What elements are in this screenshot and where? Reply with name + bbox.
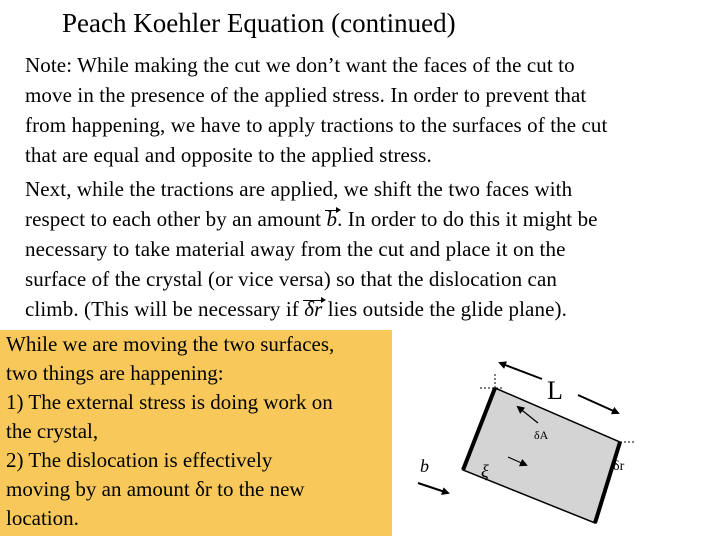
length-arrow-right (578, 395, 618, 413)
shift-paragraph (25, 174, 705, 324)
box-line: 2) The dislocation is effectively (6, 448, 273, 472)
burgers-vector-arrow (418, 483, 448, 493)
dislocation-diagram (410, 345, 710, 525)
box-line: While we are moving the two surfaces, (6, 332, 335, 356)
displacement-vector-symbol: δr (304, 297, 323, 321)
box-line: two things are happening: (6, 361, 224, 385)
dr-label: δr (613, 459, 625, 474)
paragraph-line: respect to each other by an amount b. In order to do this it might be (25, 207, 598, 231)
paragraph-line: surface of the crystal (or vice versa) so that the dislocation can (25, 267, 557, 291)
box-line: the crystal, (6, 419, 99, 443)
paragraph-line: Next, while the tractions are applied, we shift the two faces with (25, 177, 573, 201)
highlight-box (0, 330, 392, 536)
note-paragraph (25, 50, 705, 170)
paragraph-line: that are equal and opposite to the applied stress. (25, 143, 432, 167)
burgers-vector-symbol: b (326, 207, 338, 231)
page-title: Peach Koehler Equation (continued) (62, 8, 456, 38)
paragraph-line: necessary to take material away from the cut and place it on the (25, 237, 566, 261)
xi-label: ξ (481, 461, 489, 481)
burgers-label: b (420, 456, 429, 476)
box-line: moving by an amount δr to the new (6, 477, 305, 501)
box-line: 1) The external stress is doing work on (6, 390, 333, 414)
paragraph-line: climb. (This will be necessary if δr lies outside the glide plane). (25, 297, 567, 321)
length-label: L (547, 376, 563, 405)
length-arrow-left (500, 363, 542, 379)
paragraph-line: move in the presence of the applied stress. In order to prevent that (25, 83, 587, 107)
paragraph-line: Note: While making the cut we don’t want the faces of the cut to (25, 53, 575, 77)
area-label: δA (534, 428, 549, 442)
box-line: location. (6, 506, 79, 530)
paragraph-line: from happening, we have to apply tractions to the surfaces of the cut (25, 113, 608, 137)
